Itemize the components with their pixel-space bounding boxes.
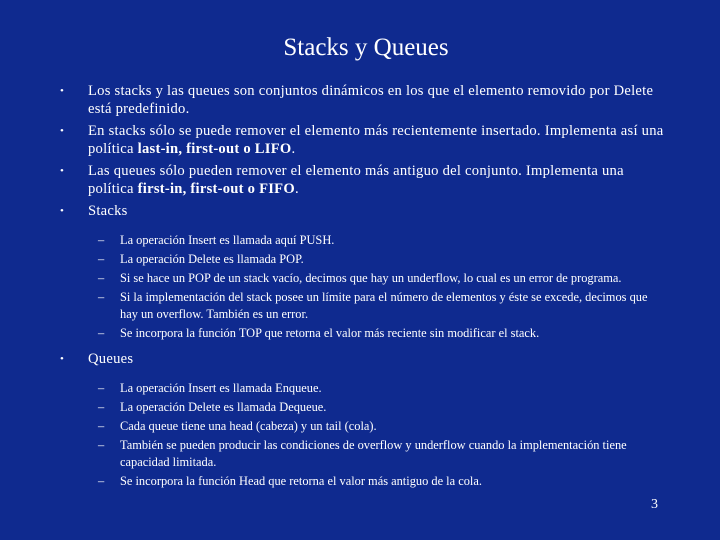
sub-bullet-text: Si se hace un POP de un stack vacío, decimos que hay un underflow, lo cual es un error de programa. [120, 271, 622, 285]
bullet-item [58, 82, 668, 118]
dash-marker: – [98, 252, 105, 266]
dash-marker: – [98, 381, 105, 395]
sub-bullet-item [58, 437, 668, 471]
sub-bullet-item [58, 325, 668, 342]
bullet-text: Queues [88, 351, 134, 367]
bullet-text-end: . [291, 141, 296, 157]
dash-marker: – [98, 326, 105, 340]
page-number: 3 [651, 497, 658, 512]
sub-bullet-text: También se pueden producir las condiciones de overflow y underflow cuando la implementación tiene capacidad limitada. [120, 438, 627, 469]
sub-bullet-item [58, 380, 668, 397]
dash-marker: – [98, 474, 105, 488]
bullet-marker: • [60, 85, 65, 97]
sub-bullet-text: Cada queue tiene una head (cabeza) y un tail (cola). [120, 419, 377, 433]
dash-marker: – [98, 419, 105, 433]
bullet-text: Las queues sólo pueden remover el elemento más antiguo del conjunto. Implementa una política [88, 163, 624, 197]
sub-bullet-item [58, 270, 668, 287]
sub-bullet-item [58, 418, 668, 435]
bullet-item [58, 162, 668, 198]
sub-bullet-text: La operación Insert es llamada Enqueue. [120, 381, 322, 395]
sub-bullet-text: La operación Delete es llamada POP. [120, 252, 304, 266]
bullet-marker: • [60, 165, 65, 177]
bullet-text: En stacks sólo se puede remover el elemento más recientemente insertado. Implementa así una política [88, 123, 664, 157]
bullet-item [58, 122, 668, 158]
bullet-bold-text: first-in, first-out o FIFO [137, 181, 295, 197]
bullet-marker: • [60, 125, 65, 137]
sub-bullet-item [58, 232, 668, 249]
slide-title: Stacks y Queues [283, 34, 449, 61]
sub-bullet-text: La operación Delete es llamada Dequeue. [120, 400, 327, 414]
sub-bullet-item [58, 473, 668, 490]
queues-sublist [58, 380, 668, 490]
sub-bullet-text: Si la implementación del stack posee un límite para el número de elementos y éste se excede, decimos que hay un overflow. También es un error. [120, 290, 648, 321]
dash-marker: – [98, 271, 105, 285]
bullet-item-queues [58, 350, 668, 368]
slide-content [58, 82, 668, 498]
bullet-marker: • [60, 205, 65, 217]
bullet-text: Los stacks y las queues son conjuntos dinámicos en los que el elemento removido por Delete está predefinido. [88, 83, 654, 117]
bullet-item-stacks [58, 202, 668, 220]
sub-bullet-item [58, 399, 668, 416]
stacks-sublist [58, 232, 668, 342]
dash-marker: – [98, 400, 105, 414]
sub-bullet-text: La operación Insert es llamada aquí PUSH. [120, 233, 335, 247]
bullet-text-end: . [294, 181, 299, 197]
bullet-bold-text: last-in, first-out o LIFO [137, 141, 292, 157]
sub-bullet-text: Se incorpora la función Head que retorna el valor más antiguo de la cola. [120, 474, 482, 488]
bullet-marker: • [60, 353, 65, 365]
sub-bullet-item [58, 289, 668, 323]
dash-marker: – [98, 290, 105, 304]
dash-marker: – [98, 438, 105, 452]
dash-marker: – [98, 233, 105, 247]
sub-bullet-text: Se incorpora la función TOP que retorna el valor más reciente sin modificar el stack. [120, 326, 540, 340]
sub-bullet-item [58, 251, 668, 268]
bullet-text: Stacks [88, 203, 128, 219]
